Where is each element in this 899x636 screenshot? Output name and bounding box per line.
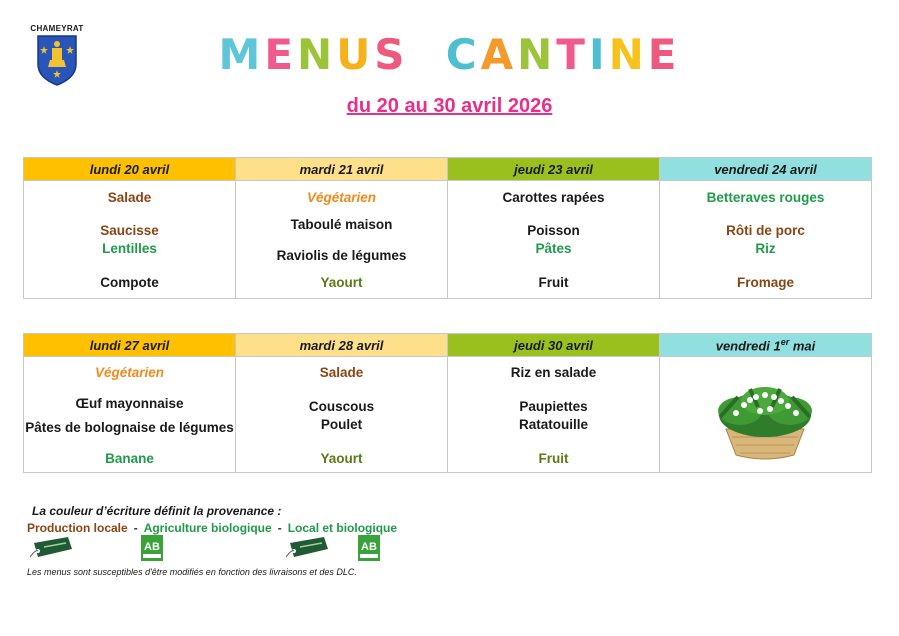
date-range-subtitle: du 20 au 30 avril 2026 [346,95,553,117]
day-header: mardi 28 avril [236,334,448,357]
legend-bio: Agriculture biologique [143,521,272,535]
day-menu-cell [24,181,236,299]
ab-logo-text: AB [144,541,160,553]
menu-item: Fruit [538,451,569,466]
ab-logo-icon [141,535,163,561]
day-header: lundi 20 avril [24,158,236,181]
title-letter: S [374,30,409,79]
menu-item: Fromage [736,275,794,290]
title-letter: U [336,30,375,79]
menu-item: Poulet [320,417,363,432]
ab-logo-text: AB [361,541,377,553]
local-production-tag-icon [28,535,74,559]
day-menu-cell [236,181,448,299]
menu-item: Riz [755,241,776,256]
menu-item: Pâtes de bolognaise de légumes [25,420,234,435]
day-menu-cell [24,357,236,473]
title-letter: M [218,30,265,79]
legend-local-bio: Local et biologique [287,521,398,535]
menu-item: Ratatouille [518,417,588,432]
menu-item: Végétarien [94,365,165,380]
day-menu-cell [448,357,660,473]
title-letter: E [264,30,298,79]
day-header: vendredi 24 avril [660,158,872,181]
day-header: jeudi 30 avril [448,334,660,357]
ordinal-suffix: er [780,336,790,347]
day-menu-cell [236,357,448,473]
menu-item: Rôti de porc [726,223,805,238]
holiday-cell [660,357,872,473]
menu-item: Salade [107,190,152,205]
title-letter: N [608,30,648,79]
menu-item: Végétarien [306,190,377,205]
menu-item: Banane [105,451,154,466]
menu-item: Carottes rapées [502,190,605,205]
menu-item: Riz en salade [510,365,597,380]
disclaimer-note: Les menus sont susceptibles d'être modifiés en fonction des livraisons et des DLC. [27,567,357,577]
day-header: mardi 21 avril [236,158,448,181]
title-letter: C [445,30,481,79]
title-letter: T [556,30,589,79]
title-letter [409,30,446,80]
menu-item: Compote [100,275,159,290]
week2-menu-table [23,333,872,473]
holiday-month: mai [789,338,816,354]
title-letter: E [647,30,681,79]
legend-separator: - [133,521,138,535]
page-title [0,30,899,80]
title-letter: I [588,30,609,79]
holiday-day: vendredi 1 [715,338,781,354]
menu-item: Lentilles [102,241,157,256]
day-menu-cell [660,181,872,299]
menu-item: Paupiettes [519,399,588,414]
legend-separator: - [277,521,282,535]
menu-item: Pâtes [535,241,572,256]
day-header: jeudi 23 avril [448,158,660,181]
menu-item: Œuf mayonnaise [75,396,184,411]
menu-item: Yaourt [320,451,363,466]
menu-item: Raviolis de légumes [276,248,407,263]
ab-logo-icon [358,535,380,561]
day-header: lundi 27 avril [24,334,236,357]
day-header-holiday [660,334,872,357]
legend-local: Production locale [27,521,128,535]
menu-item: Fruit [538,275,569,290]
legend-title: La couleur d’écriture définit la provenance : [32,504,282,518]
title-letter: N [517,30,557,79]
menu-item: Couscous [308,399,375,414]
menu-item: Saucisse [100,223,159,238]
week1-menu-table [23,157,872,299]
menu-item: Poisson [527,223,580,238]
legend-row [27,521,397,535]
town-name: CHAMEYRAT [30,24,84,33]
local-production-tag-icon [284,535,330,559]
menu-item: Salade [319,365,364,380]
title-letter: A [480,30,518,79]
day-menu-cell [448,181,660,299]
menu-item: Taboulé maison [290,217,393,232]
title-letter: N [297,30,337,79]
lily-of-the-valley-basket-icon [710,367,820,463]
menu-item: Betteraves rouges [706,190,825,205]
menu-item: Yaourt [320,275,363,290]
